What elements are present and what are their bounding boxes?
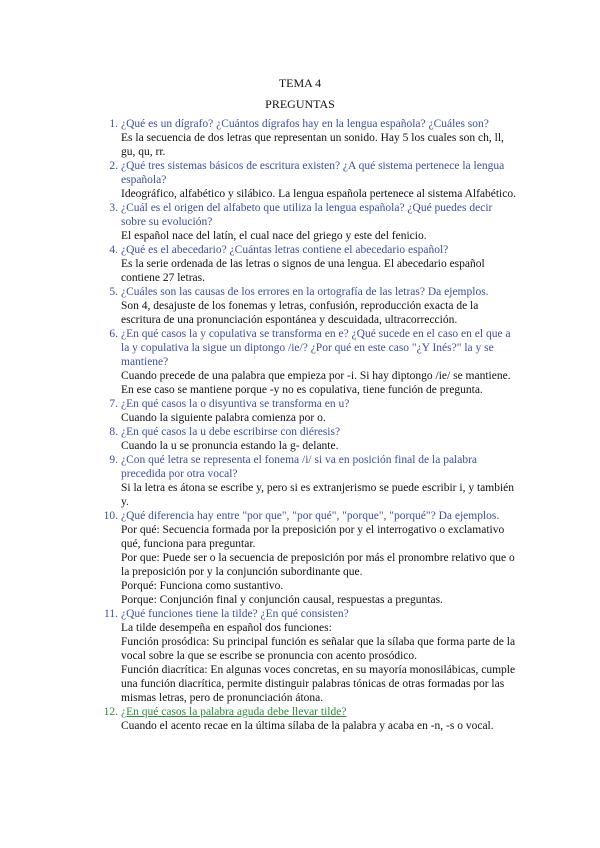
question-text: ¿Qué diferencia hay entre "por que", "por qué", "porque", "porqué"? Da ejemplos. (121, 510, 500, 522)
question-item (0, 509, 600, 607)
question-number: 4. (109, 244, 118, 256)
question-text: ¿Con qué letra se representa el fonema /i/ si va en posición final de la palabra precedida por otra vocal? (121, 454, 478, 480)
question-item (0, 201, 600, 243)
question-item (0, 117, 600, 159)
question-number: 7. (109, 398, 118, 410)
answer-text: Cuando la siguiente palabra comienza por o. (121, 412, 326, 424)
answer-text: Es la serie ordenada de las letras o signos de una lengua. El abecedario español contiene 27 letras. (121, 258, 485, 284)
answer-text: Son 4, desajuste de los fonemas y letras, confusión, reproducción exacta de la escritura de una pronunciación espontánea y descuidada, ultracorrección. (121, 300, 479, 326)
answer-text: Si la letra es átona se escribe y, pero si es extranjerismo se puede escribir i, y también y. (121, 482, 514, 508)
question-text: ¿En qué casos la u debe escribirse con diéresis? (121, 426, 341, 438)
question-item (0, 705, 600, 733)
answer-text: Cuando precede de una palabra que empieza por -i. Si hay diptongo /ie/ se mantiene. En ese caso se mantiene porque -y no es copulativa, tiene función de pregunta. (121, 370, 511, 396)
question-text: ¿Cuáles son las causas de los errores en la ortografía de las letras? Da ejemplos. (121, 286, 489, 298)
question-item (0, 327, 600, 397)
question-number: 8. (109, 426, 118, 438)
question-list (0, 117, 600, 733)
answer-text: El español nace del latín, el cual nace del griego y este del fenicio. (121, 230, 427, 242)
answer-text: Ideográfico, alfabético y silábico. La lengua española pertenece al sistema Alfabético. (121, 188, 516, 200)
question-number: 9. (109, 454, 118, 466)
question-text: ¿En qué casos la palabra aguda debe llevar tilde? (121, 706, 347, 718)
answer-text: Cuando el acento recae en la última sílaba de la palabra y acaba en -n, -s o vocal. (121, 720, 494, 732)
question-text: ¿Qué es un dígrafo? ¿Cuántos dígrafos hay en la lengua española? ¿Cuáles son? (121, 118, 489, 130)
question-number: 5. (109, 286, 118, 298)
question-item (0, 159, 600, 201)
topic-title: TEMA 4 (278, 76, 322, 90)
question-item (0, 243, 600, 285)
question-number: 1. (109, 118, 118, 130)
question-text: ¿Qué tres sistemas básicos de escritura existen? ¿A qué sistema pertenece la lengua española? (121, 160, 505, 186)
question-text: ¿Cuál es el origen del alfabeto que utiliza la lengua española? ¿Qué puedes decir sobre su evolución? (121, 202, 493, 228)
question-text: ¿En qué casos la y copulativa se transforma en e? ¿Qué sucede en el caso en el que a la y copulativa la sigue un diptongo /ie/? ¿Por qué en este caso "¿Y Inés?" la y se mantiene? (121, 328, 511, 368)
question-number: 11. (104, 608, 118, 620)
question-number: 10. (103, 510, 118, 522)
question-number: 12. (103, 706, 118, 718)
question-number: 2. (109, 160, 118, 172)
answer-text: Cuando la u se pronuncia estando la g- delante. (121, 440, 339, 452)
question-text: ¿En qué casos la o disyuntiva se transforma en u? (121, 398, 350, 410)
question-item (0, 607, 600, 705)
question-item (0, 453, 600, 509)
questions-heading: PREGUNTAS (265, 97, 335, 111)
answer-text: Por qué: Secuencia formada por la preposición por y el interrogativo o exclamativo qué, funciona para preguntar. Por que: Puede ser o la secuencia de preposición por más el pronombre relativo que o la preposición por y la conjunción subordinante que. Porqué: Funciona como sustantivo. Porque: Conjunción final y conjunción causal, respuestas a preguntas. (121, 524, 515, 606)
question-item (0, 397, 600, 425)
question-text: ¿Qué funciones tiene la tilde? ¿En qué consisten? (121, 608, 349, 620)
question-item (0, 285, 600, 327)
answer-text: Es la secuencia de dos letras que representan un sonido. Hay 5 los cuales son ch, ll, gu, qu, rr. (121, 132, 504, 158)
question-number: 3. (109, 202, 118, 214)
question-number: 6. (109, 328, 118, 340)
question-item (0, 425, 600, 453)
answer-text: La tilde desempeña en español dos funciones: Función prosódica: Su principal función es señalar que la sílaba que forma parte de la vocal sobre la que se escribe se pronuncia con acento prosódico. Función diacrítica: En algunas voces concretas, en su mayoría monosilábicas, cumple una función diacrítica, permite distinguir palabras tónicas de otras formadas por las mismas letras, pero de pronunciación átona. (121, 622, 516, 704)
question-text: ¿Qué es el abecedario? ¿Cuántas letras contiene el abecedario español? (121, 244, 449, 256)
